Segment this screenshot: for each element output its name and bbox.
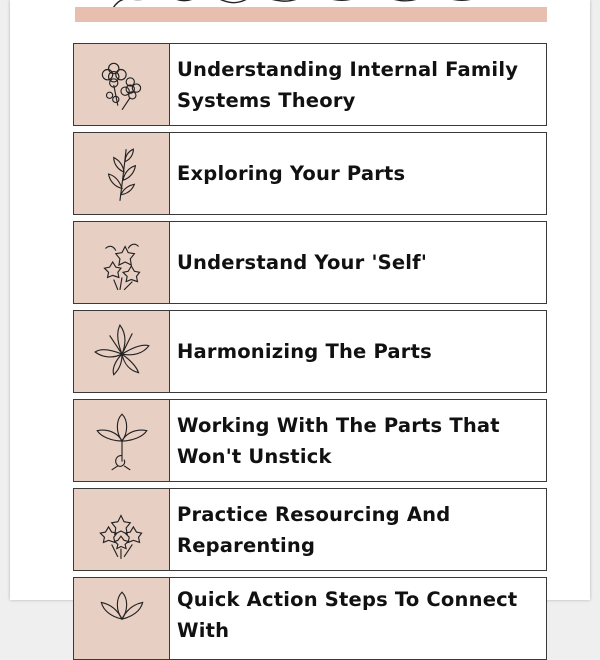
sprig-icon [74,133,170,214]
blossom-bouquet-icon [74,222,170,303]
flower-cluster-icon [74,44,170,125]
item-title: Practice Resourcing And Reparenting [177,502,451,557]
item-title: Quick Action Steps To Connect With [177,588,518,642]
list-item [73,43,547,126]
list-item [73,310,547,393]
list-item [73,132,547,215]
item-title: Exploring Your Parts [177,162,406,185]
lily-icon [74,311,170,392]
item-title: Working With The Parts That Won't Unstick [177,413,500,468]
list-item [73,488,547,571]
magnolia-icon [74,400,170,481]
list-item [73,399,547,482]
worksheet-page [10,0,590,642]
item-title: Understand Your 'Self' [177,251,428,274]
item-title: Harmonizing The Parts [177,340,432,363]
list-item [73,221,547,304]
flower-icon [74,578,170,659]
flower-bunch-icon [74,489,170,570]
item-title: Understanding Internal Family Systems Theory [177,57,519,112]
header-accent-bar [75,7,547,22]
list-item [73,577,547,660]
